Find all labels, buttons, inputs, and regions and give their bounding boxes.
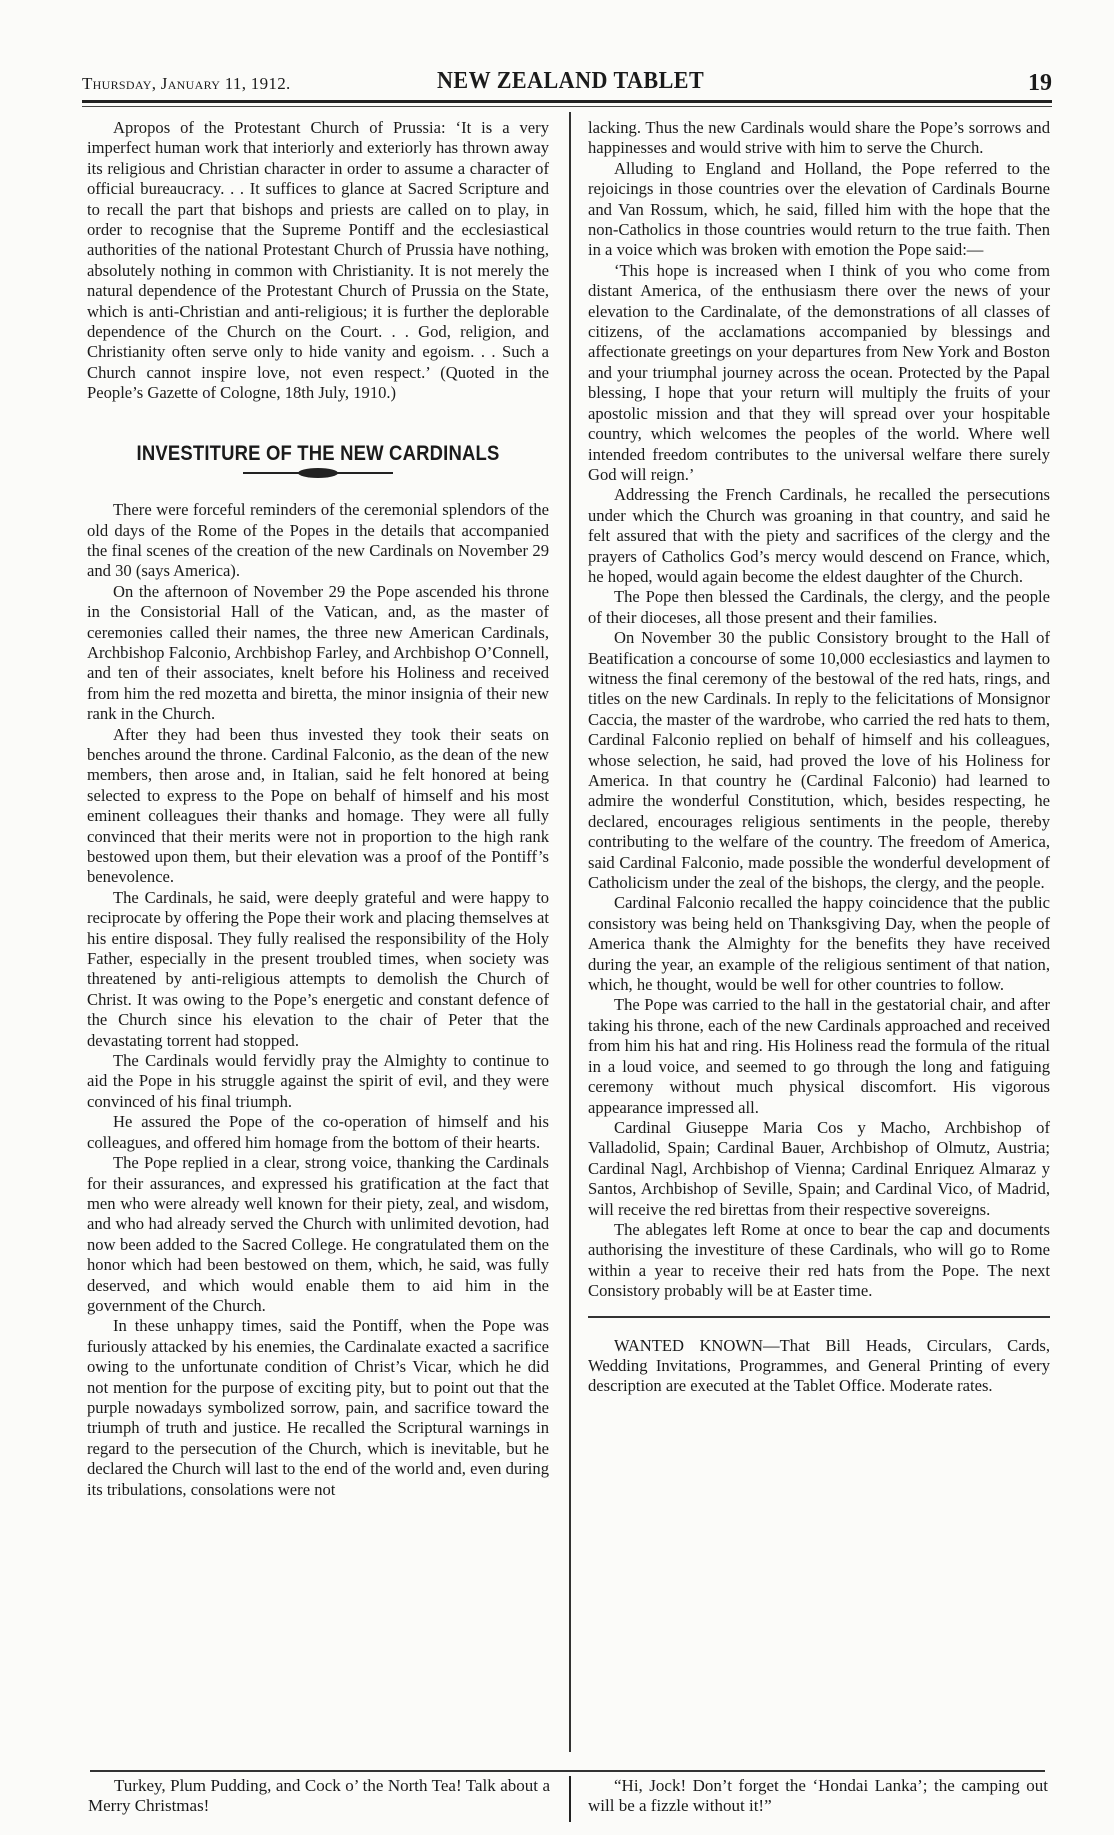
right-column xyxy=(588,118,1050,1397)
article-paragraph: Cardinal Giuseppe Maria Cos y Macho, Archbishop of Valladolid, Spain; Cardinal Bauer, Archbishop of Olmutz, Austria; Cardinal Nagl, Archbishop of Vienna; Cardinal Enriquez Almaraz y Santos, Archbishop of Seville, Spain; and Cardinal Vico, of Madrid, will receive the red birettas from their respective sovereigns. xyxy=(588,1117,1050,1219)
article-paragraph: Addressing the French Cardinals, he recalled the persecutions under which the Church was groaning in that country, and said he felt assured that with the piety and sacrifices of the clergy and the prayers of Catholics God’s mercy would descend on France, which, he hoped, would again become the eldest daughter of the Church. xyxy=(588,485,1050,586)
article-paragraph: The Pope was carried to the hall in the gestatorial chair, and after taking his throne, each of the new Cardinals approached and received from him his hat and ring. His Holiness read the formula of the ritual in a loud voice, and seemed to go through the long and fatiguing ceremony without much physical discomfort. His vigorous appearance impressed all. xyxy=(588,995,1050,1117)
article-paragraph: There were forceful reminders of the ceremonial splendors of the old days of the Rome of the Popes in the details that accompanied the final scenes of the creation of the new Cardinals on November 29 and 30 (says America). xyxy=(87,500,549,581)
page-number: 19 xyxy=(1028,70,1052,96)
page-header xyxy=(82,68,1052,96)
article-paragraph: In these unhappy times, said the Pontiff, when the Pope was furiously attacked by his enemies, the Cardinalate exacted a sacrifice owing to the unfortunate condition of Christ’s Vicar, which he did not mention for the purpose of exciting pity, but to point out that the purple nowadays symbolized sorrow, pain, and sacrifice toward the triumph of truth and justice. He recalled the Scriptural warnings in regard to the persecution of the Church, which is inevitable, but he declared the Church will last to the end of the world and, even during its tribulations, consolations were not xyxy=(87,1316,549,1499)
footer-advert-left xyxy=(88,1776,550,1816)
article-paragraph: The Cardinals, he said, were deeply grateful and were happy to reciprocate by offering the Pope their work and placing themselves at his entire disposal. They fully realised the responsibility of the Holy Father, especially in the present troubled times, when society was threatened by anti-religious attempts to demolish the Church of Christ. It was owing to the Pope’s energetic and constant defence of the Church since his elevation to the chair of Peter that the devastating torrent had stopped. xyxy=(87,887,549,1050)
article-paragraph: After they had been thus invested they took their seats on benches around the throne. Cardinal Falconio, as the dean of the new members, then arose and, in Italian, said he felt honored at being selected to express to the Pope on behalf of himself and his most eminent colleagues their thanks and homage. They were all fully convinced that their merits were not in proportion to the high rank bestowed upon them, but their elevation was a proof of the Pontiff’s benevolence. xyxy=(87,724,549,887)
header-rule xyxy=(82,100,1052,103)
article-paragraph: Alluding to England and Holland, the Pope referred to the rejoicings in those countries over the elevation of Cardinals Bourne and Van Rossum, which, he said, filled him with the hope that the non-Catholics in those countries would return to the true faith. Then in a voice which was broken with emotion the Pope said:— xyxy=(588,158,1050,260)
article-paragraph: He assured the Pope of the co-operation of himself and his colleagues, and offered him homage from the bottom of their hearts. xyxy=(87,1112,549,1152)
column-divider xyxy=(569,112,571,1752)
article-paragraph: The Pope replied in a clear, strong voice, thanking the Cardinals for their assurances, and expressed his gratification at the fact that men who were already well known for their piety, zeal, and wisdom, and who had already served the Church with unlimited devotion, had now been added to the Sacred College. He congratulated them on the honor which had been bestowed on them, which, he said, was fully deserved, and which would enable them to aid him in the government of the Church. xyxy=(87,1153,549,1315)
article-paragraph: The Pope then blessed the Cardinals, the clergy, and the people of their dioceses, all those present and their families. xyxy=(588,587,1050,627)
article-paragraph: Cardinal Falconio recalled the happy coincidence that the public consistory was being held on Thanksgiving Day, when the people of America thank the Almighty for the benefits they have received during the year, an example of the religious sentiment of that nation, which, he thought, would be well for other countries to follow. xyxy=(588,893,1050,995)
section-rule xyxy=(588,1316,1050,1318)
article-paragraph: The ablegates left Rome at once to bear the cap and documents authorising the investiture of these Cardinals, who will go to Rome within a year to receive their red hats from the Pope. The next Consistory probably will be at Easter time. xyxy=(588,1219,1050,1301)
advert-text: WANTED KNOWN—That Bill Heads, Circulars, Cards, Wedding Invitations, Programmes, and General Printing of every description are executed at the Tablet Office. Moderate rates. xyxy=(588,1335,1050,1396)
header-rule-thin xyxy=(82,106,1052,107)
footer-rule xyxy=(90,1770,1045,1772)
footer-divider xyxy=(569,1776,571,1822)
footer-advert-right xyxy=(588,1776,1048,1816)
article-paragraph: ‘This hope is increased when I think of you who come from distant America, of the enthusiasm there over the news of your elevation to the Cardinalate, of the demonstrations of all classes of citizens, of the acclamations accompanied by blessings and affectionate greetings on your departures from New York and Boston and your triumphal journey across the ocean. Protected by the Papal blessing, I hope that your return will multiply the fruits of your apostolic mission and that they will spread over your hospitable country, which welcomes the peoples of the world. Where well intended freedom contributes to the universal welfare there surely God will reign.’ xyxy=(588,260,1050,484)
printing-advert xyxy=(588,1336,1050,1397)
footer-advert-left-text: Turkey, Plum Pudding, and Cock o’ the North Tea! Talk about a Merry Christmas! xyxy=(88,1776,550,1815)
article-paragraph: lacking. Thus the new Cardinals would share the Pope’s sorrows and happinesses and would strive with him to serve the Church. xyxy=(588,118,1050,158)
article-title: INVESTITURE OF THE NEW CARDINALS xyxy=(136,441,500,465)
article-paragraph: On the afternoon of November 29 the Pope ascended his throne in the Consistorial Hall of the Vatican, and, as the master of ceremonies called their names, the three new American Cardinals, Archbishop Falconio, Archbishop Farley, and Archbishop O’Connell, and ten of their associates, knelt before his Holiness and received from him the red mozetta and biretta, the minor insignia of their new rank in the Church. xyxy=(87,581,549,724)
article-paragraph: The Cardinals would fervidly pray the Almighty to continue to aid the Pope in his struggle against the spirit of evil, and they were convinced of his final triumph. xyxy=(87,1051,549,1111)
prussia-paragraph: Apropos of the Protestant Church of Prussia: ‘It is a very imperfect human work that interiorly and exteriorly has thrown away its religious and Christian character in order to assume a character of official bureaucracy. . . It suffices to glance at Sacred Scripture and to recall the part that bishops and priests are called on to play, in order to recognise that the Supreme Pontiff and the ecclesiastical authorities of the national Protestant Church of Prussia have nothing, absolutely nothing in common with Christianity. It is not merely the natural dependence of the Protestant Church of Prussia on the State, which is anti-Christian and anti-religious; it is further the deplorable dependence of the Church on the Court. . . God, religion, and Christianity often serve only to hide vanity and egoism. . . Such a Church cannot inspire love, not even respect.’ (Quoted in the People’s Gazette of Cologne, 18th July, 1910.) xyxy=(87,118,549,403)
left-column xyxy=(87,118,549,1500)
title-ornament xyxy=(243,468,393,478)
issue-date: Thursday, January 11, 1912. xyxy=(82,74,291,93)
article-paragraph: On November 30 the public Consistory brought to the Hall of Beatification a concourse of some 10,000 ecclesiastics and laymen to witness the final ceremony of the bestowal of the red hats, rings, and titles on the new Cardinals. In reply to the felicitations of Monsignor Caccia, the master of the wardrobe, who carried the red hats to them, Cardinal Falconio replied on behalf of himself and his colleagues, whose selection, he said, had proved the love of his Holiness for America. In that country he (Cardinal Falconio) had learned to admire the wonderful Constitution, which, besides respecting, he declared, encourages religious sentiments in the people, thereby contributing to the welfare of the country. The freedom of America, said Cardinal Falconio, made possible the wonderful development of Catholicism under the zeal of the bishops, the clergy, and the people. xyxy=(588,628,1050,893)
footer-advert-right-text: “Hi, Jock! Don’t forget the ‘Hondai Lanka’; the camping out will be a fizzle without it!” xyxy=(588,1776,1048,1815)
masthead-title: NEW ZEALAND TABLET xyxy=(437,68,705,94)
